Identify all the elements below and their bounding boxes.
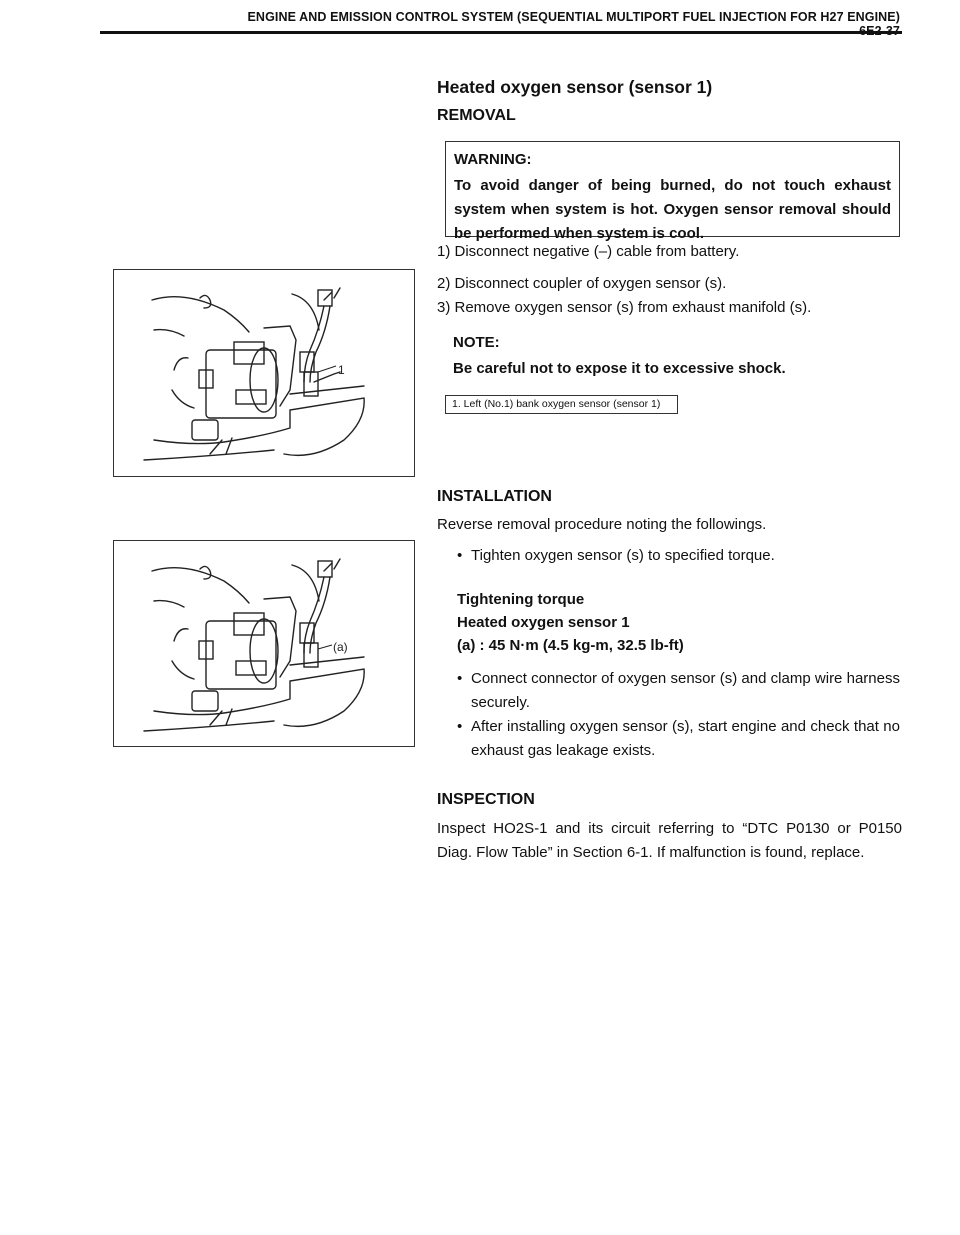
installation-bullet-2: • Connect connector of oxygen sensor (s) and clamp wire harness securely.: [457, 667, 900, 715]
warning-text: To avoid danger of being burned, do not touch exhaust system when system is hot. Oxygen sensor removal should be performed when system is cool.: [454, 177, 891, 242]
running-header: ENGINE AND EMISSION CONTROL SYSTEM (SEQUENTIAL MULTIPORT FUEL INJECTION FOR H27 ENGINE): [247, 10, 900, 24]
installation-intro: Reverse removal procedure noting the followings.: [437, 516, 767, 533]
header-rule: [100, 31, 902, 34]
warning-box: [445, 141, 900, 242]
removal-figure: [113, 269, 415, 477]
section-title: Heated oxygen sensor (sensor 1): [437, 77, 713, 97]
inspection-text: Inspect HO2S-1 and its circuit referring to “DTC P0130 or P0150 Diag. Flow Table” in Section 6-1. If malfunction is found, replace.: [437, 820, 902, 861]
figure-callout-a: (a): [333, 640, 348, 654]
engine-diagram-illustration: [114, 270, 414, 476]
removal-heading: REMOVAL: [437, 107, 516, 124]
removal-step-3: 3) Remove oxygen sensor (s) from exhaust manifold (s).: [437, 299, 812, 316]
warning-label: WARNING:: [454, 151, 532, 168]
bullet-icon: •: [457, 547, 463, 564]
engine-diagram-illustration: [114, 541, 414, 746]
installation-figure: [113, 540, 415, 747]
installation-bullet-1: • Tighten oxygen sensor (s) to specified torque.: [457, 544, 900, 568]
note-label: NOTE:: [453, 334, 500, 351]
removal-step-1: 1) Disconnect negative (–) cable from battery.: [437, 243, 740, 260]
inspection-heading: INSPECTION: [437, 791, 535, 808]
torque-label: Tightening torque: [457, 591, 585, 608]
bullet-icon: •: [457, 718, 463, 735]
installation-bullet-3: • After installing oxygen sensor (s), start engine and check that no exhaust gas leakage exists.: [457, 715, 900, 763]
torque-value: (a) : 45 N·m (4.5 kg-m, 32.5 lb-ft): [457, 637, 684, 654]
note-text: Be careful not to expose it to excessive shock.: [453, 360, 786, 377]
note-box: [445, 327, 900, 385]
installation-heading: INSTALLATION: [437, 488, 552, 505]
tightening-torque-spec: [457, 588, 684, 657]
figure-caption: 1. Left (No.1) bank oxygen sensor (sensor 1): [445, 395, 678, 414]
bullet-icon: •: [457, 670, 463, 687]
torque-part: Heated oxygen sensor 1: [457, 614, 630, 631]
removal-step-2: 2) Disconnect coupler of oxygen sensor (s).: [437, 275, 727, 292]
figure-callout-1: 1: [338, 363, 345, 377]
